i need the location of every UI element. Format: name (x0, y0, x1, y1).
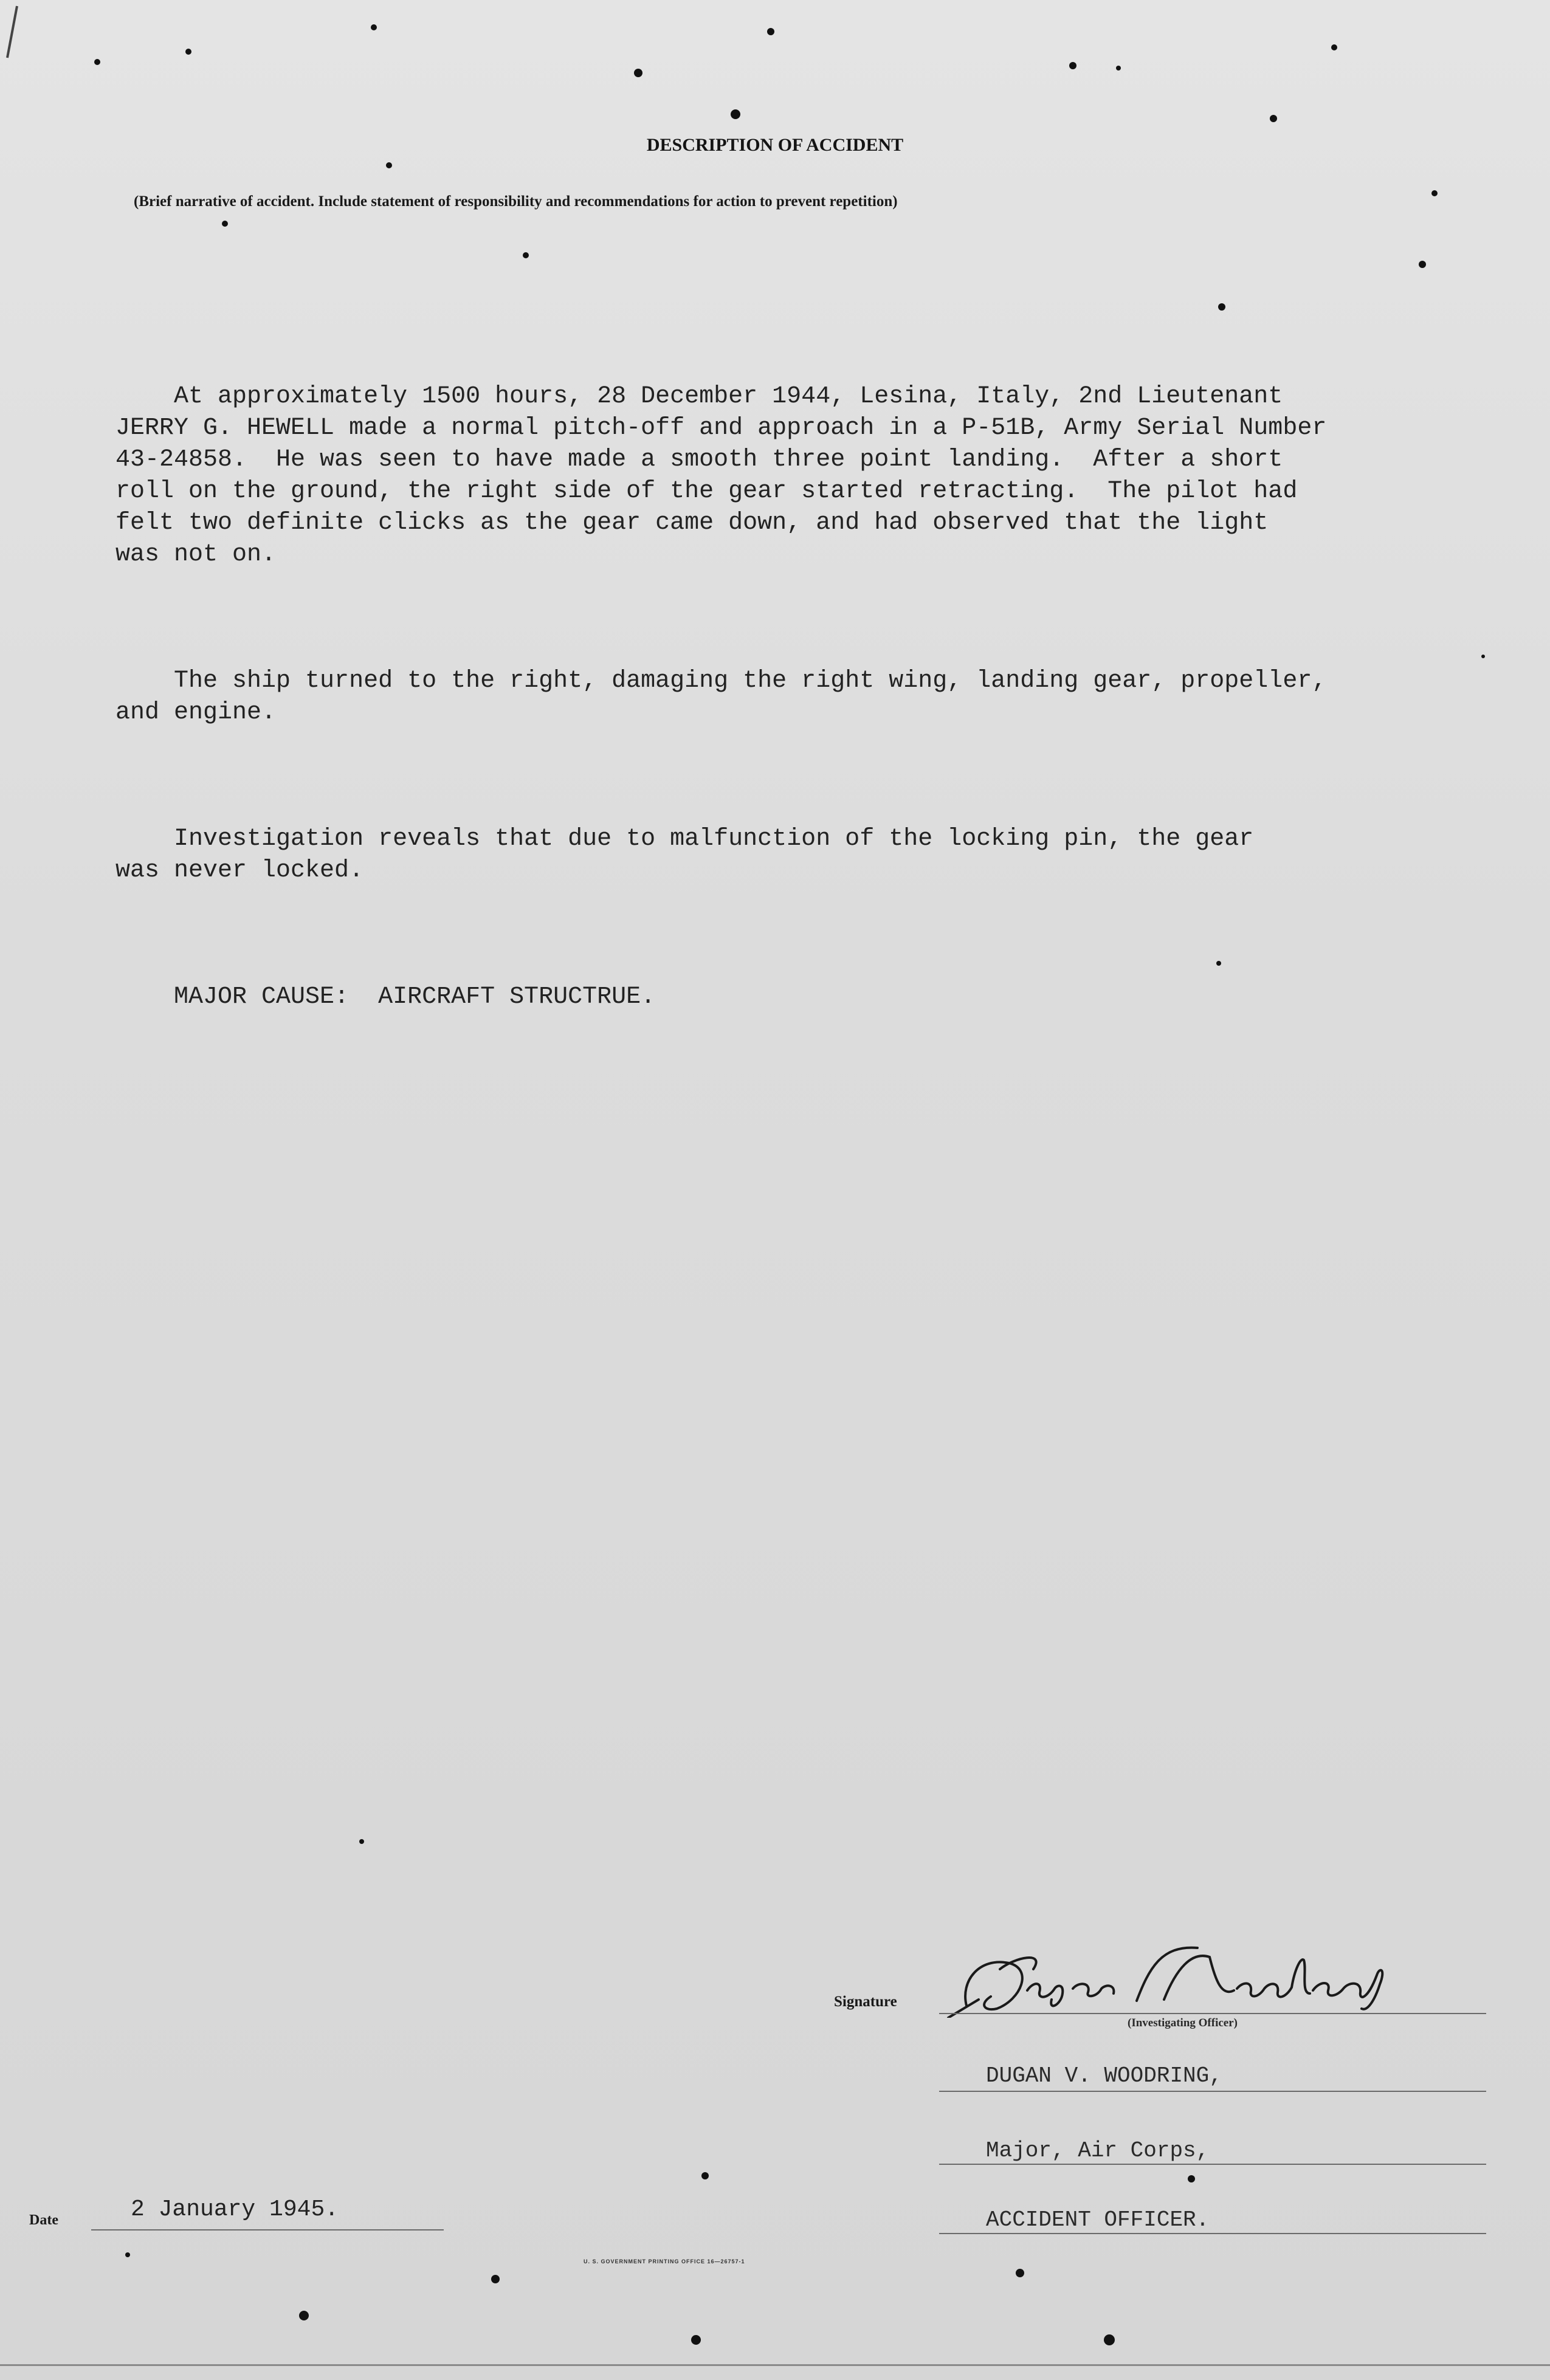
page-bottom-edge (0, 2364, 1550, 2366)
document-subtitle: (Brief narrative of accident. Include statement of responsibility and recommendations for action to prevent repetition) (134, 193, 898, 210)
printing-office-footer: U. S. GOVERNMENT PRINTING OFFICE 16—26757-1 (584, 2258, 745, 2265)
date-value: 2 January 1945. (131, 2196, 339, 2223)
handwritten-signature (942, 1933, 1392, 2018)
signature-caption: (Investigating Officer) (1128, 2017, 1238, 2029)
officer-title-line (939, 2233, 1486, 2234)
date-label: Date (29, 2212, 58, 2228)
officer-rank: Major, Air Corps, (986, 2138, 1210, 2163)
officer-name-line (939, 2091, 1486, 2092)
signature-label: Signature (834, 1993, 897, 2010)
accident-narrative (115, 318, 1459, 1076)
date-line (91, 2229, 444, 2230)
document-title: DESCRIPTION OF ACCIDENT (646, 135, 904, 155)
narrative-paragraph-1: At approximately 1500 hours, 28 December 1944, Lesina, Italy, 2nd Lieutenant JERRY G. HEWELL made a normal pitch-off and approach in a P-51B, Army Serial Number 43-24858. He was seen to have made a smooth three point landing. After a short roll on the ground, the right side of the gear started retracting. The pilot had felt two definite clicks as the gear came down, and had observed that the light was not on. (115, 383, 1327, 568)
officer-title: ACCIDENT OFFICER. (986, 2207, 1210, 2232)
narrative-paragraph-2: The ship turned to the right, damaging the right wing, landing gear, propeller, and engine. (115, 667, 1327, 726)
narrative-paragraph-3: Investigation reveals that due to malfunction of the locking pin, the gear was never locked. (115, 825, 1254, 884)
major-cause: MAJOR CAUSE: AIRCRAFT STRUCTRUE. (115, 983, 656, 1011)
signature-line (939, 2013, 1486, 2014)
officer-rank-line (939, 2164, 1486, 2165)
officer-name: DUGAN V. WOODRING, (986, 2063, 1222, 2088)
